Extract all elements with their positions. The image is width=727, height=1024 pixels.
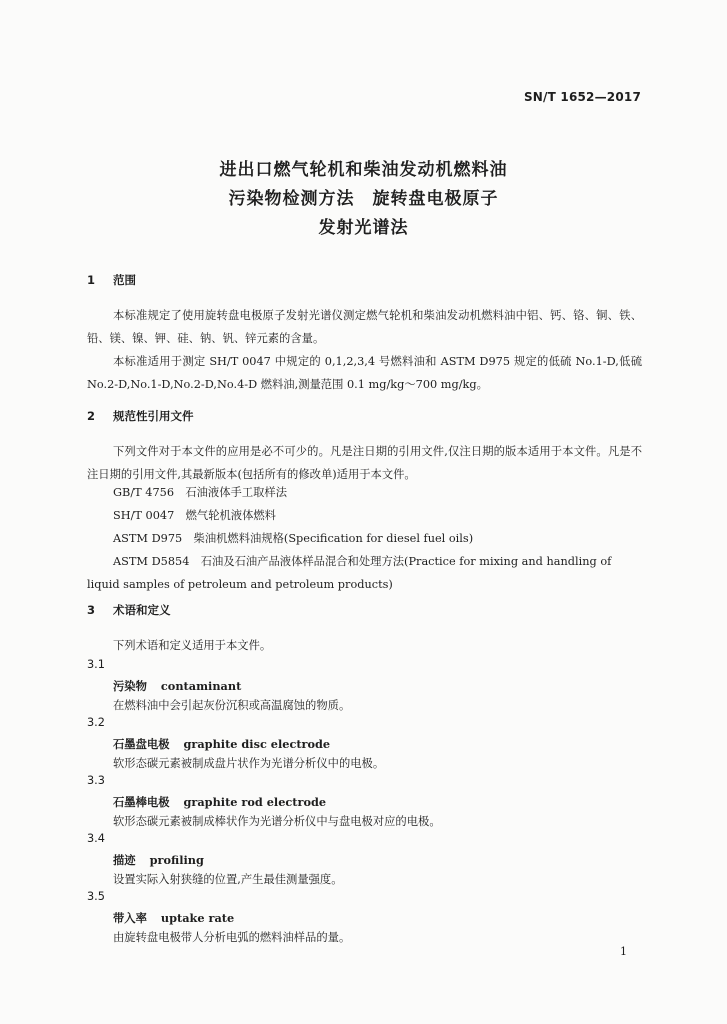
term-entry [113, 910, 234, 926]
term-english: profiling [149, 853, 204, 867]
term-definition: 软形态碳元素被制成盘片状作为光谱分析仪中的电极。 [113, 757, 385, 770]
term-entry [113, 678, 241, 694]
clause-number: 3.2 [87, 716, 105, 729]
term-chinese: 带入率 [113, 912, 147, 925]
term-english: graphite rod electrode [183, 795, 327, 809]
term-entry [113, 852, 204, 868]
section-2-heading [87, 408, 194, 424]
term-entry [113, 736, 330, 752]
clause-number: 3.1 [87, 658, 105, 671]
term-definition: 软形态碳元素被制成棒状作为光谱分析仪中与盘电极对应的电极。 [113, 815, 441, 828]
clause-number: 3.3 [87, 774, 105, 787]
paragraph: 本标准规定了使用旋转盘电极原子发射光谱仪测定燃气轮机和柴油发动机燃料油中铝、钙、铬、铜、铁、铅、镁、镍、钾、硅、钠、钒、锌元素的含量。 [87, 309, 642, 345]
term-chinese: 描迹 [113, 854, 136, 867]
section-number: 2 [87, 409, 96, 423]
clause-number: 3.5 [87, 890, 105, 903]
standard-number: SN/T 1652—2017 [523, 90, 641, 104]
normative-reference [113, 481, 287, 504]
section-title: 范围 [113, 273, 136, 287]
term-definition: 设置实际入射狭缝的位置,产生最佳测量强度。 [113, 873, 343, 886]
section-title: 术语和定义 [113, 603, 171, 617]
document-title-line-2: 污染物检测方法 旋转盘电极原子 [228, 189, 499, 209]
reference-title: 柴油机燃料油规格(Specification for diesel fuel oils) [193, 532, 474, 545]
term-definition: 在燃料油中会引起灰份沉积或高温腐蚀的物质。 [113, 699, 351, 712]
reference-code: GB/T 4756 [113, 486, 175, 499]
document-title-line-1: 进出口燃气轮机和柴油发动机燃料油 [219, 160, 508, 180]
term-chinese: 污染物 [113, 680, 147, 693]
term-english: contaminant [160, 679, 242, 693]
term-entry [113, 794, 326, 810]
normative-reference [113, 527, 473, 550]
section-1-heading [87, 272, 136, 288]
term-chinese: 石墨盘电极 [113, 738, 170, 751]
section-number: 1 [87, 273, 96, 287]
section-title: 规范性引用文件 [113, 409, 194, 423]
term-chinese: 石墨棒电极 [113, 796, 170, 809]
section-3-heading [87, 602, 171, 618]
page-number: 1 [620, 945, 627, 958]
paragraph: 下列文件对于本文件的应用是必不可少的。凡是注日期的引用文件,仅注日期的版本适用于本文件。凡是不注日期的引用文件,其最新版本(包括所有的修改单)适用于本文件。 [87, 445, 642, 481]
reference-title: 燃气轮机液体燃料 [185, 509, 276, 522]
term-definition: 由旋转盘电极带人分析电弧的燃料油样品的量。 [113, 931, 351, 944]
paragraph: 本标准适用于测定 SH/T 0047 中规定的 0,1,2,3,4 号燃料油和 ASTM D975 规定的低硫 No.1-D,低硫 No.2-D,No.1-D,No.2-D,No.4-D 燃料油,测量范围 0.1 mg/kg～700 mg/kg。 [87, 355, 642, 391]
term-english: uptake rate [160, 911, 235, 925]
reference-code: SH/T 0047 [113, 509, 175, 522]
reference-title: 石油液体手工取样法 [185, 486, 288, 499]
section-number: 3 [87, 603, 96, 617]
normative-reference [113, 504, 276, 527]
normative-reference-continuation: liquid samples of petroleum and petroleum products) [87, 578, 393, 591]
document-title-line-3: 发射光谱法 [318, 218, 409, 238]
term-english: graphite disc electrode [183, 737, 331, 751]
clause-number: 3.4 [87, 832, 105, 845]
normative-reference-line: ASTM D5854 石油及石油产品液体样品混合和处理方法(Practice for mixing and handling of [113, 555, 612, 568]
paragraph: 下列术语和定义适用于本文件。 [113, 639, 272, 652]
reference-code: ASTM D975 [113, 532, 183, 545]
